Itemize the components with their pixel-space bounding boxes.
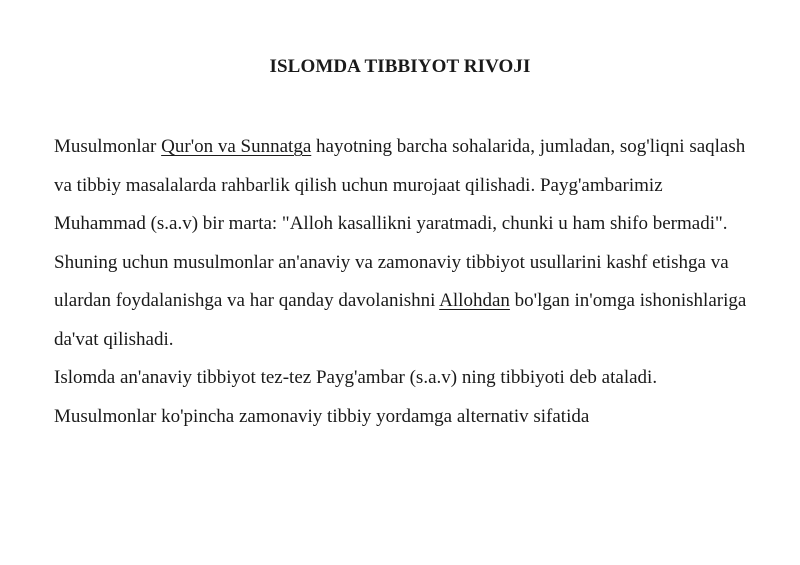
paragraph-2: Islomda an'anaviy tibbiyot tez-tez Payg'ambar (s.a.v) ning tibbiyoti deb ataladi. Musulmonlar ko'pincha zamonaviy tibbiy yordamga alternativ sifatida bbox=[54, 367, 658, 427]
paragraph-1 bbox=[54, 128, 754, 359]
document-body bbox=[54, 128, 754, 436]
paragraph-1-text-b: hayotning barcha sohalarida, jumladan, sog'liqni saqlash va tibbiy masalalarda rahbarlik qilish uchun murojaat qilishadi. Payg'ambarimiz Muhammad (s.a.v) bir marta: "Alloh kasallikni yaratmadi, chunki u ham shifo bermadi". Shuning uchun musulmonlar an'anaviy va zamonaviy tibbiyot usullarini kashf etishga va ulardan foydalanishga va har qanday davolanishni bbox=[54, 136, 746, 311]
paragraph-1-text-c: bo'lgan in'omga ishonishlariga da'vat qilishadi. bbox=[54, 290, 747, 350]
quran-sunnah-link[interactable]: Qur'on va Sunnatga bbox=[161, 136, 312, 157]
paragraph-1-text-a: Musulmonlar bbox=[54, 136, 162, 157]
document-title: ISLOMDA TIBBIYOT RIVOJI bbox=[269, 56, 531, 77]
allah-link[interactable]: Allohdan bbox=[439, 290, 510, 311]
